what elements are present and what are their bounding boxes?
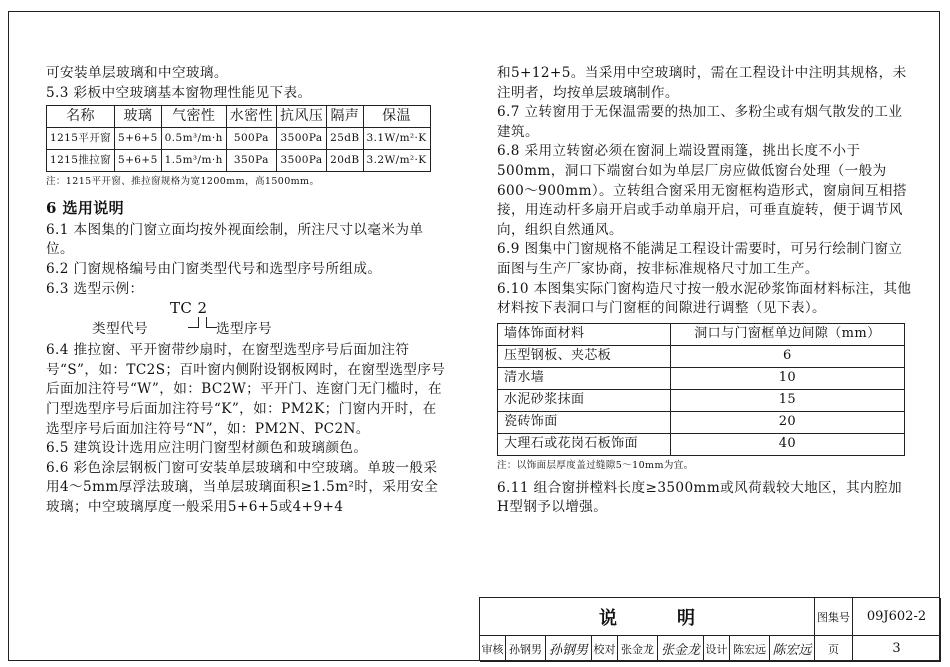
table-cell: 10 [670, 367, 904, 389]
code-example [56, 299, 446, 341]
checker-name: 张金龙 [618, 636, 658, 662]
reviewer-name: 孙钢男 [506, 636, 546, 662]
table-note: 注：以饰面层厚度盖过缝隙5～10mm为宜。 [497, 459, 694, 471]
example-code: TC 2 [170, 299, 208, 318]
clause-6-1: 6.1 本图集的门窗立面均按外视面绘制，所注尺寸以毫米为单位。 [46, 221, 424, 258]
checker-signature: 张金龙 [658, 636, 704, 662]
table-cell: 0.5m³/m·h [161, 128, 226, 150]
table-header-row [47, 106, 431, 128]
table-cell: 3500Pa [276, 150, 326, 172]
th-insulation: 保温 [363, 106, 430, 128]
example-serial-label: 选型序号 [216, 321, 272, 338]
table-header-row [498, 323, 905, 345]
th-material: 墙体饰面材料 [498, 323, 671, 345]
table-cell: 5+6+5 [115, 150, 162, 172]
left-column [46, 64, 446, 518]
table-cell: 1.5m³/m·h [161, 150, 226, 172]
table-cell: 大理石或花岗石板饰面 [498, 433, 671, 455]
clause-6-9: 6.9 图集中门窗规格不能满足工程设计需要时，可另行绘制门窗立面图与生产厂家协商，按非标准规格尺寸加工生产。 [497, 241, 903, 277]
check-label: 校对 [592, 636, 618, 662]
table-cell: 500Pa [226, 128, 276, 150]
clause-6-10: 6.10 本图集实际门窗构造尺寸按一般水泥砂浆饰面材料标注，其他材料按下表洞口与门窗框的间隙进行调整（见下表）。 [497, 280, 912, 317]
th-gap: 洞口与门窗框单边间隙（mm） [670, 323, 904, 345]
table-cell: 20dB [327, 150, 363, 172]
review-label: 审核 [480, 636, 506, 662]
table-cell: 1215平开窗 [47, 128, 115, 150]
th-wind: 抗风压 [276, 106, 326, 128]
clause-6-5: 6.5 建筑设计选用应注明门窗型材颜色和玻璃颜色。 [46, 440, 368, 457]
table-cell: 350Pa [226, 150, 276, 172]
table-cell: 3.2W/m²·K [363, 150, 430, 172]
designer-signature: 陈宏远 [770, 636, 815, 662]
clause-5-3: 5.3 彩板中空玻璃基本窗物理性能见下表。 [46, 84, 312, 101]
table-row [498, 411, 905, 433]
clause-6-4: 6.4 推拉窗、平开窗带纱扇时，在窗型选型序号后面加注符号“S”，如：TC2S；百叶窗内侧附设钢板网时，在窗型选型序号后面加注符号“W”，如：BC2W；平开门、连窗门无门槛时，在门型选型序号后面加注符号“K”，如：PM2K；门窗内开时，在选型序号后面加注符号“N”，如：PM2N、PC2N。 [46, 342, 446, 437]
table-note: 注：1215平开窗、推拉窗规格为宽1200mm，高1500mm。 [46, 176, 320, 188]
table-cell: 1215推拉窗 [47, 150, 115, 172]
reviewer-signature: 孙钢男 [546, 636, 592, 662]
page-label: 页 [815, 636, 853, 662]
atlas-number: 09J602-2 [853, 598, 941, 636]
table-cell: 清水墙 [498, 367, 671, 389]
th-watertight: 水密性 [226, 106, 276, 128]
right-column [497, 64, 913, 518]
table-cell: 瓷砖饰面 [498, 411, 671, 433]
example-type-label: 类型代号 [92, 321, 148, 338]
th-name: 名称 [47, 106, 115, 128]
table-row [47, 128, 431, 150]
table-cell: 20 [670, 411, 904, 433]
table-cell: 压型钢板、夹芯板 [498, 345, 671, 367]
table-cell: 15 [670, 389, 904, 411]
clause-6-11: 6.11 组合窗拼樘料长度≥3500mm或风荷载较大地区，其内腔加H型钢予以增强。 [497, 479, 903, 516]
design-label: 设计 [704, 636, 730, 662]
table-row [498, 389, 905, 411]
th-airtight: 气密性 [161, 106, 226, 128]
table-cell: 25dB [327, 128, 363, 150]
clause-6-8: 6.8 采用立转窗必须在窗洞上端设置雨篷，挑出长度不小于500mm，洞口下端窗台如为单层厂房应做低窗台处理（一般为600～900mm）。立转组合窗采用无窗框构造形式，窗扇间互相搭接，用连动杆多扇开启或手动单扇开启，可垂直旋转，便于调节风向，组织自然通风。 [497, 143, 907, 238]
clause-6-2: 6.2 门窗规格编号由门窗类型代号和选型序号所组成。 [46, 260, 382, 277]
table-row [498, 367, 905, 389]
th-glass: 玻璃 [115, 106, 162, 128]
table-row [498, 345, 905, 367]
performance-table [46, 105, 431, 172]
table-cell: 3.1W/m²·K [363, 128, 430, 150]
table-cell: 40 [670, 433, 904, 455]
continued-text: 和5+12+5。当采用中空玻璃时，需在工程设计中注明其规格，未注明者，均按单层玻璃制作。 [497, 65, 907, 101]
table-cell: 水泥砂浆抹面 [498, 389, 671, 411]
gap-table [497, 323, 905, 456]
table-cell: 6 [670, 345, 904, 367]
atlas-number-label: 图集号 [815, 598, 853, 636]
title-block [479, 597, 940, 661]
section-heading: 6 选用说明 [46, 199, 125, 218]
page-number: 3 [853, 636, 941, 662]
clause-6-3: 6.3 选型示例： [46, 280, 144, 297]
th-sound: 隔声 [327, 106, 363, 128]
intro-text: 可安装单层玻璃和中空玻璃。 [46, 65, 228, 81]
table-row [47, 150, 431, 172]
designer-name: 陈宏远 [730, 636, 770, 662]
drawing-title: 说明 [480, 598, 815, 636]
table-row [498, 433, 905, 455]
table-cell: 5+6+5 [115, 128, 162, 150]
table-cell: 3500Pa [276, 128, 326, 150]
clause-6-6: 6.6 彩色涂层钢板门窗可安装单层玻璃和中空玻璃。单玻一般采用4～5mm厚浮法玻璃，当单层玻璃面积≥1.5m²时，采用安全玻璃；中空玻璃厚度一般采用5+6+5或4+9+4 [46, 459, 439, 515]
bracket-left [188, 317, 199, 328]
clause-6-7: 6.7 立转窗用于无保温需要的热加工、多粉尘或有烟气散发的工业建筑。 [497, 104, 903, 140]
